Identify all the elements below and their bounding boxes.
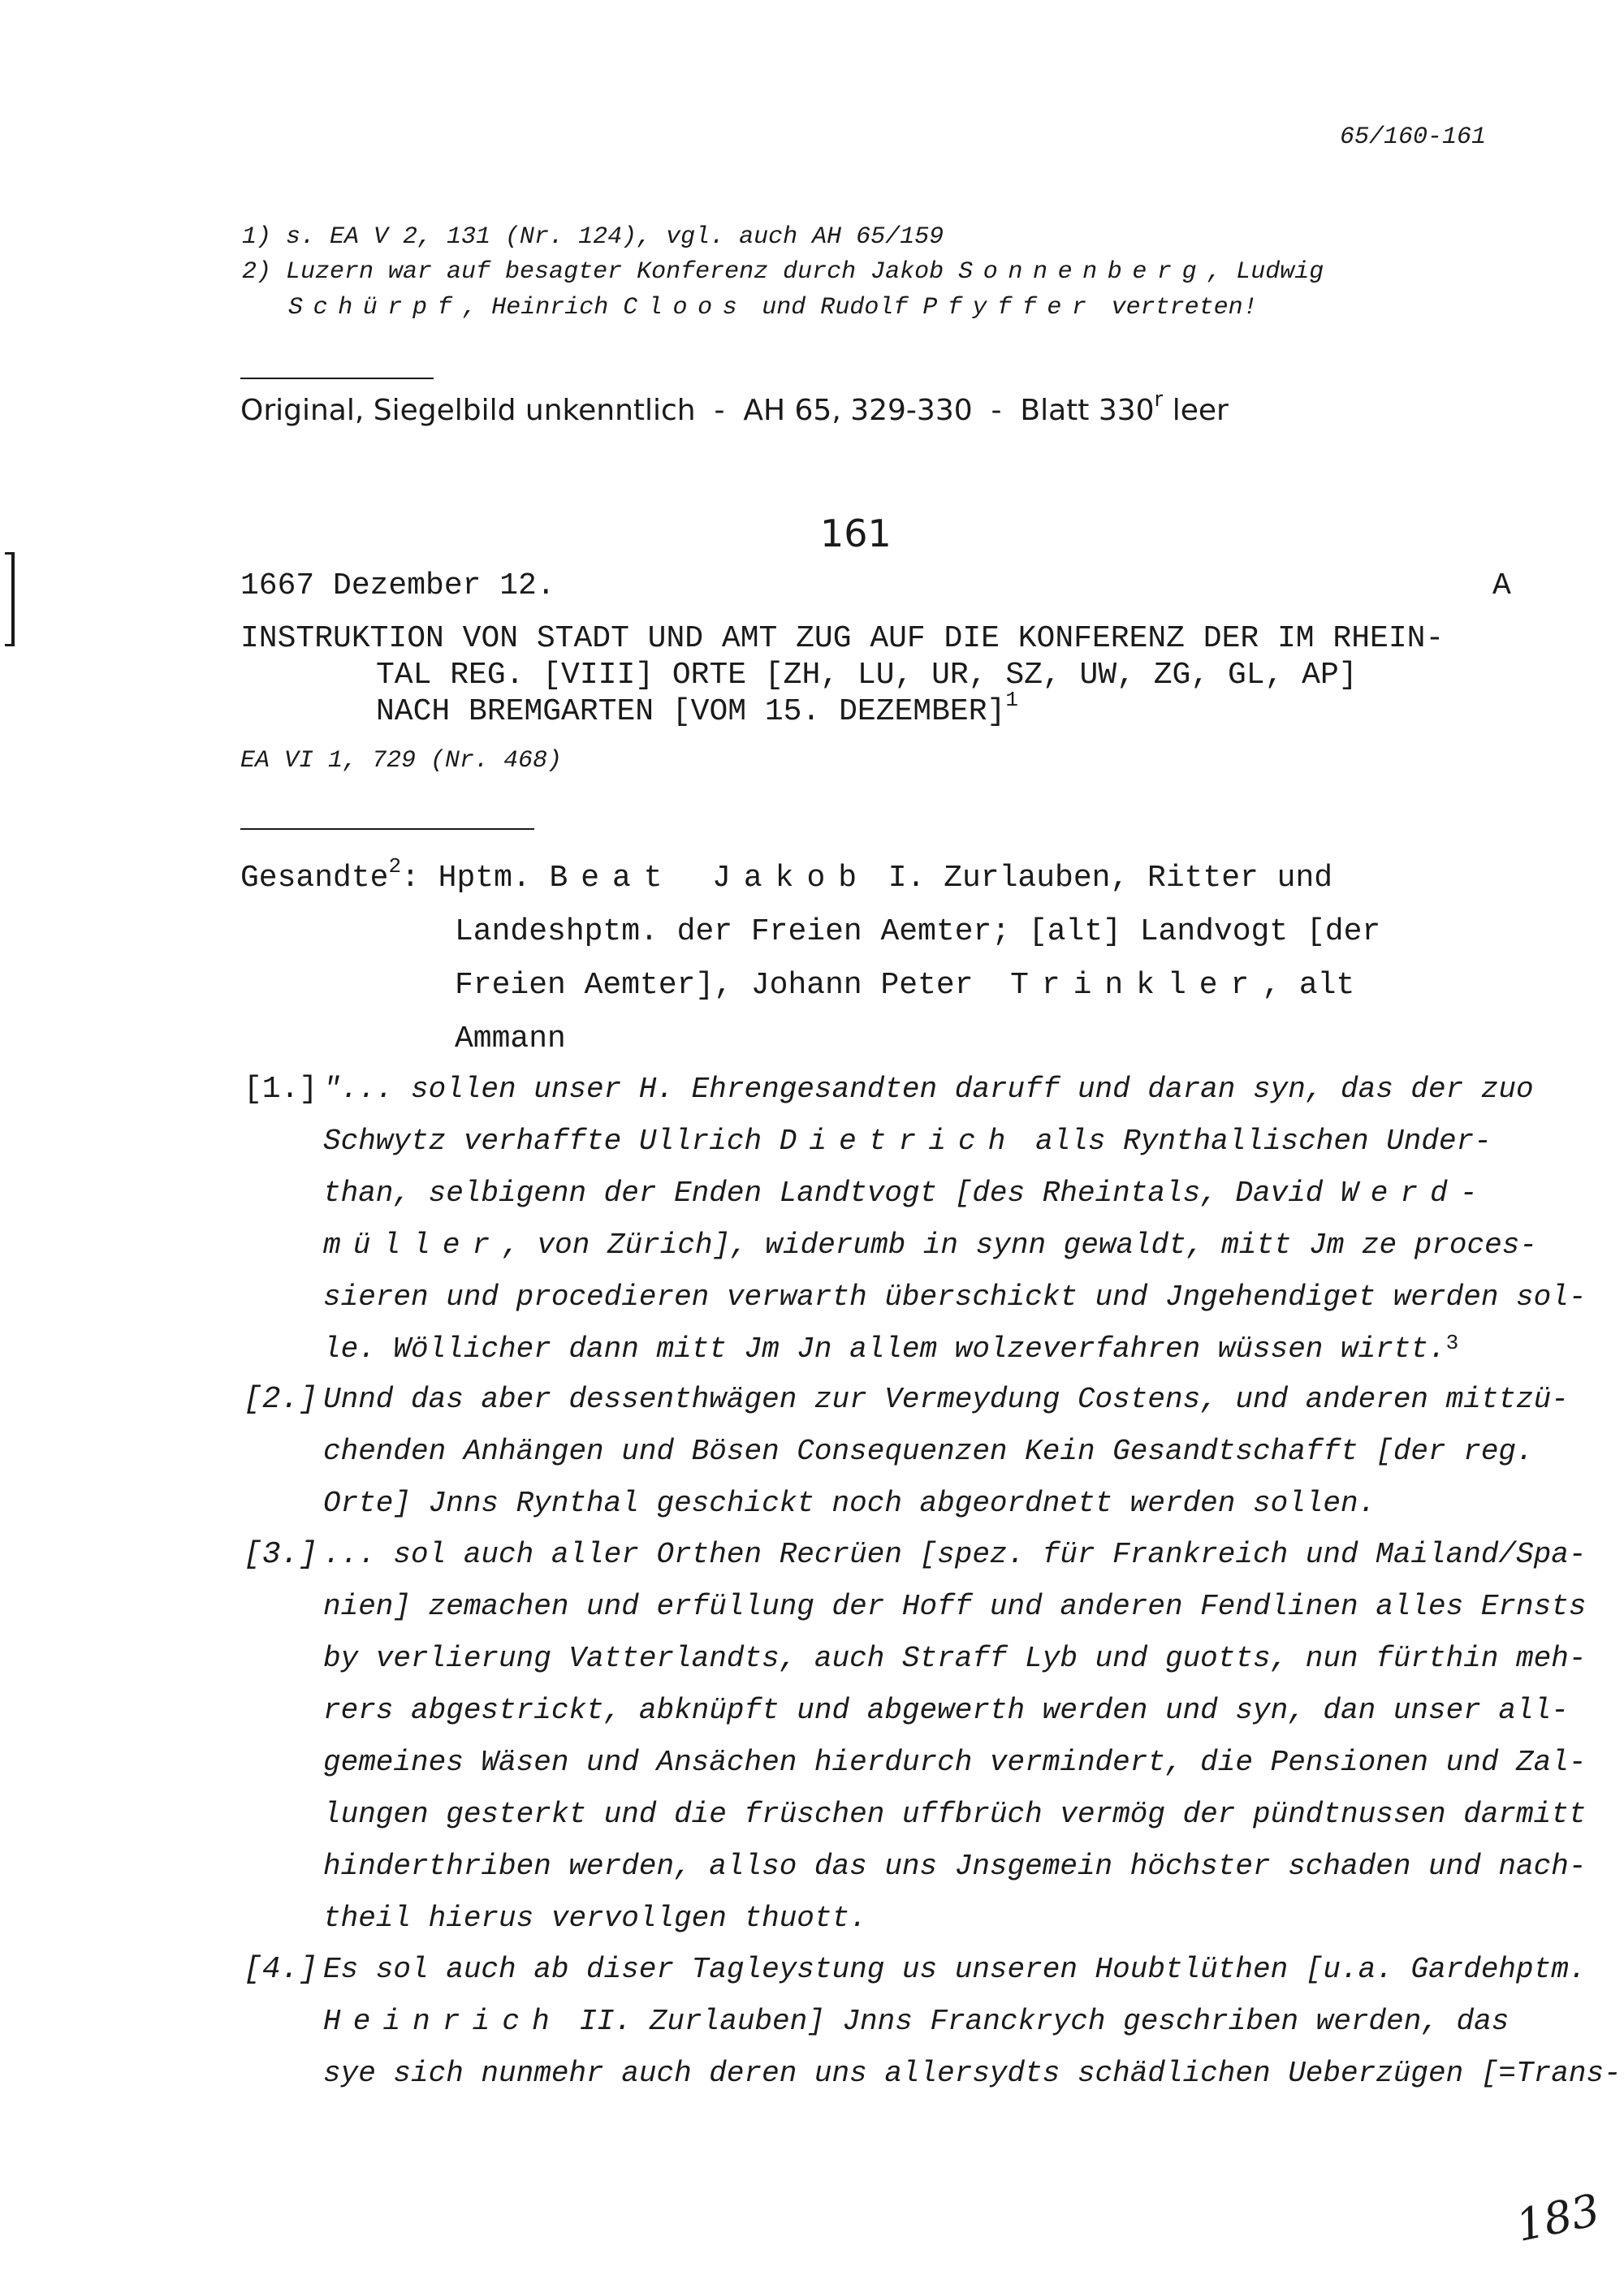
text-line	[323, 1168, 1586, 1220]
name-trinkler: Trinkler	[1010, 968, 1263, 1003]
text-fragment: alls Rynthallischen Under-	[1017, 1125, 1492, 1158]
text-line: sye sich nunmehr auch deren uns allersydts schädlichen Ueberzügen [=Trans-	[323, 2057, 1622, 2090]
name-pfyffer: Pfyffer	[922, 294, 1097, 322]
text-fragment: II. Zurlauben] Jnns Franckrych geschriben werden, das	[561, 2005, 1510, 2038]
text-fragment: than, selbigenn der Enden Landtvogt [des Rheintals, David	[323, 1177, 1341, 1210]
source-text: Original, Siegelbild unkenntlich - AH 65, 329-330 - Blatt 330	[240, 394, 1155, 427]
name-werdmueller-part-1: Werd-	[1341, 1177, 1490, 1210]
name-jakob: Jakob	[712, 861, 870, 896]
text-line: Unnd das aber dessenthwägen zur Vermeydung Costens, und anderen mittzü-	[323, 1383, 1569, 1416]
text-line: "... sollen unser H. Ehrengesandten daruff und daran syn, das der zuo	[323, 1073, 1534, 1106]
name-dietrich: Dietrich	[779, 1125, 1018, 1158]
text-line	[323, 1996, 1622, 2048]
text-line: rers abgestrickt, abknüpft und abgewerth werden und syn, dan unser all-	[323, 1694, 1569, 1727]
footnote-2-line-2	[288, 294, 1258, 322]
text-line: hinderthriben werden, allso das uns Jnsgemein höchster schaden und nach-	[323, 1850, 1587, 1883]
text-line: Orte] Jnns Rynthal geschickt noch abgeordnett werden sollen.	[323, 1487, 1376, 1520]
name-schuerpf: Schürpf	[288, 294, 463, 322]
footnote-2-text: , Heinrich	[462, 294, 624, 322]
envoys-text: : Hptm.	[401, 861, 550, 896]
text-line: theil hierus vervollgen thuott.	[323, 1902, 867, 1935]
footnote-2-text: vertreten!	[1096, 294, 1258, 322]
section-2-text	[323, 1374, 1569, 1530]
source-line	[240, 387, 1229, 427]
envoys-line-2: Landeshptm. der Freien Aemter; [alt] Landvogt [der	[455, 914, 1381, 949]
section-4-number: [4.]	[244, 1952, 318, 1987]
title-superscript: 1	[1005, 688, 1018, 712]
envoys-line-4: Ammann	[455, 1021, 566, 1056]
source-superscript: r	[1154, 387, 1164, 412]
date-line: 1667 Dezember 12.	[240, 568, 555, 603]
envoys-text: , alt	[1262, 968, 1355, 1003]
section-1-number: [1.]	[244, 1072, 318, 1107]
document-number: 161	[820, 512, 892, 555]
binding-edge-mark	[5, 552, 15, 646]
section-3-text	[323, 1529, 1586, 1945]
section-1-text	[323, 1064, 1586, 1375]
name-beat: Beat	[549, 861, 676, 896]
text-line: chenden Anhängen und Bösen Consequenzen Kein Gesandtschafft [der reg.	[323, 1435, 1534, 1468]
name-sonnenberg: Sonnenberg	[958, 258, 1207, 286]
name-heinrich: Heinrich	[323, 2005, 562, 2038]
footnote-marker-3: 3	[1445, 1331, 1459, 1355]
footnote-2-text: 2) Luzern war auf besagter Konferenz durch Jakob	[242, 258, 959, 286]
text-line	[323, 1220, 1586, 1272]
text-fragment: , von Zürich], widerumb in synn gewaldt, mitt Jm ze proces-	[502, 1229, 1537, 1262]
footnote-2-text: und Rudolf	[747, 294, 923, 322]
section-2-number: [2.]	[244, 1382, 318, 1417]
reference-line: EA VI 1, 729 (Nr. 468)	[240, 747, 563, 775]
title-line-3	[376, 688, 1018, 729]
title-line-3-text: NACH BREMGARTEN [VOM 15. DEZEMBER]	[376, 694, 1006, 729]
text-line: sieren und procedieren verwarth überschickt und Jngehendiget werden sol-	[323, 1280, 1587, 1314]
footnote-rule	[240, 378, 434, 379]
text-line: nien] zemachen und erfüllung der Hoff und anderen Fendlinen alles Ernsts	[323, 1590, 1587, 1623]
footnote-2-text: , Ludwig	[1207, 258, 1324, 286]
handwritten-folio-number: 183	[1511, 2183, 1605, 2252]
page-reference: 65/160-161	[1340, 123, 1487, 151]
text-line: Es sol auch ab diser Tagleystung us unseren Houbtlüthen [u.a. Gardehptm.	[323, 1953, 1587, 1986]
text-line: by verlierung Vatterlandts, auch Straff Lyb und guotts, nun fürthin meh-	[323, 1642, 1587, 1675]
envoys-superscript: 2	[388, 854, 402, 879]
section-3-number: [3.]	[244, 1537, 318, 1572]
envoys-line-1	[240, 854, 1333, 896]
text-line	[323, 1324, 1586, 1375]
footnote-1: 1) s. EA V 2, 131 (Nr. 124), vgl. auch AH 65/159	[242, 223, 944, 251]
envoys-text: Freien Aemter], Johann Peter	[455, 968, 1011, 1003]
envoys-line-3	[455, 968, 1354, 1003]
title-line-2: TAL REG. [VIII] ORTE [ZH, LU, UR, SZ, UW, ZG, GL, AP]	[376, 658, 1358, 693]
text-line: gemeines Wäsen und Ansächen hierdurch vermindert, die Pensionen und Zal-	[323, 1746, 1587, 1779]
name-cloos: Cloos	[623, 294, 748, 322]
text-line: ... sol auch aller Orthen Recrüen [spez. für Frankreich und Mailand/Spa-	[323, 1538, 1587, 1571]
text-line	[323, 1116, 1586, 1168]
text-line: lungen gesterkt und die früschen uffbrüch vermög der pündtnussen darmitt	[323, 1798, 1587, 1831]
document-tag: A	[1492, 568, 1511, 603]
section-rule	[240, 828, 534, 830]
text-fragment: Schwytz verhaffte Ullrich	[323, 1125, 780, 1158]
envoys-label: Gesandte	[240, 861, 389, 896]
section-4-text	[323, 1944, 1622, 2100]
name-werdmueller-part-2: müller	[323, 1229, 503, 1262]
text-fragment: le. Wöllicher dann mitt Jm Jn allem wolzeverfahren wüssen wirtt.	[323, 1332, 1446, 1366]
source-tail: leer	[1163, 394, 1229, 427]
envoys-text: I. Zurlauben, Ritter und	[869, 861, 1333, 896]
footnote-2-line-1	[242, 258, 1324, 286]
title-line-1: INSTRUKTION VON STADT UND AMT ZUG AUF DIE KONFERENZ DER IM RHEIN-	[240, 621, 1445, 656]
